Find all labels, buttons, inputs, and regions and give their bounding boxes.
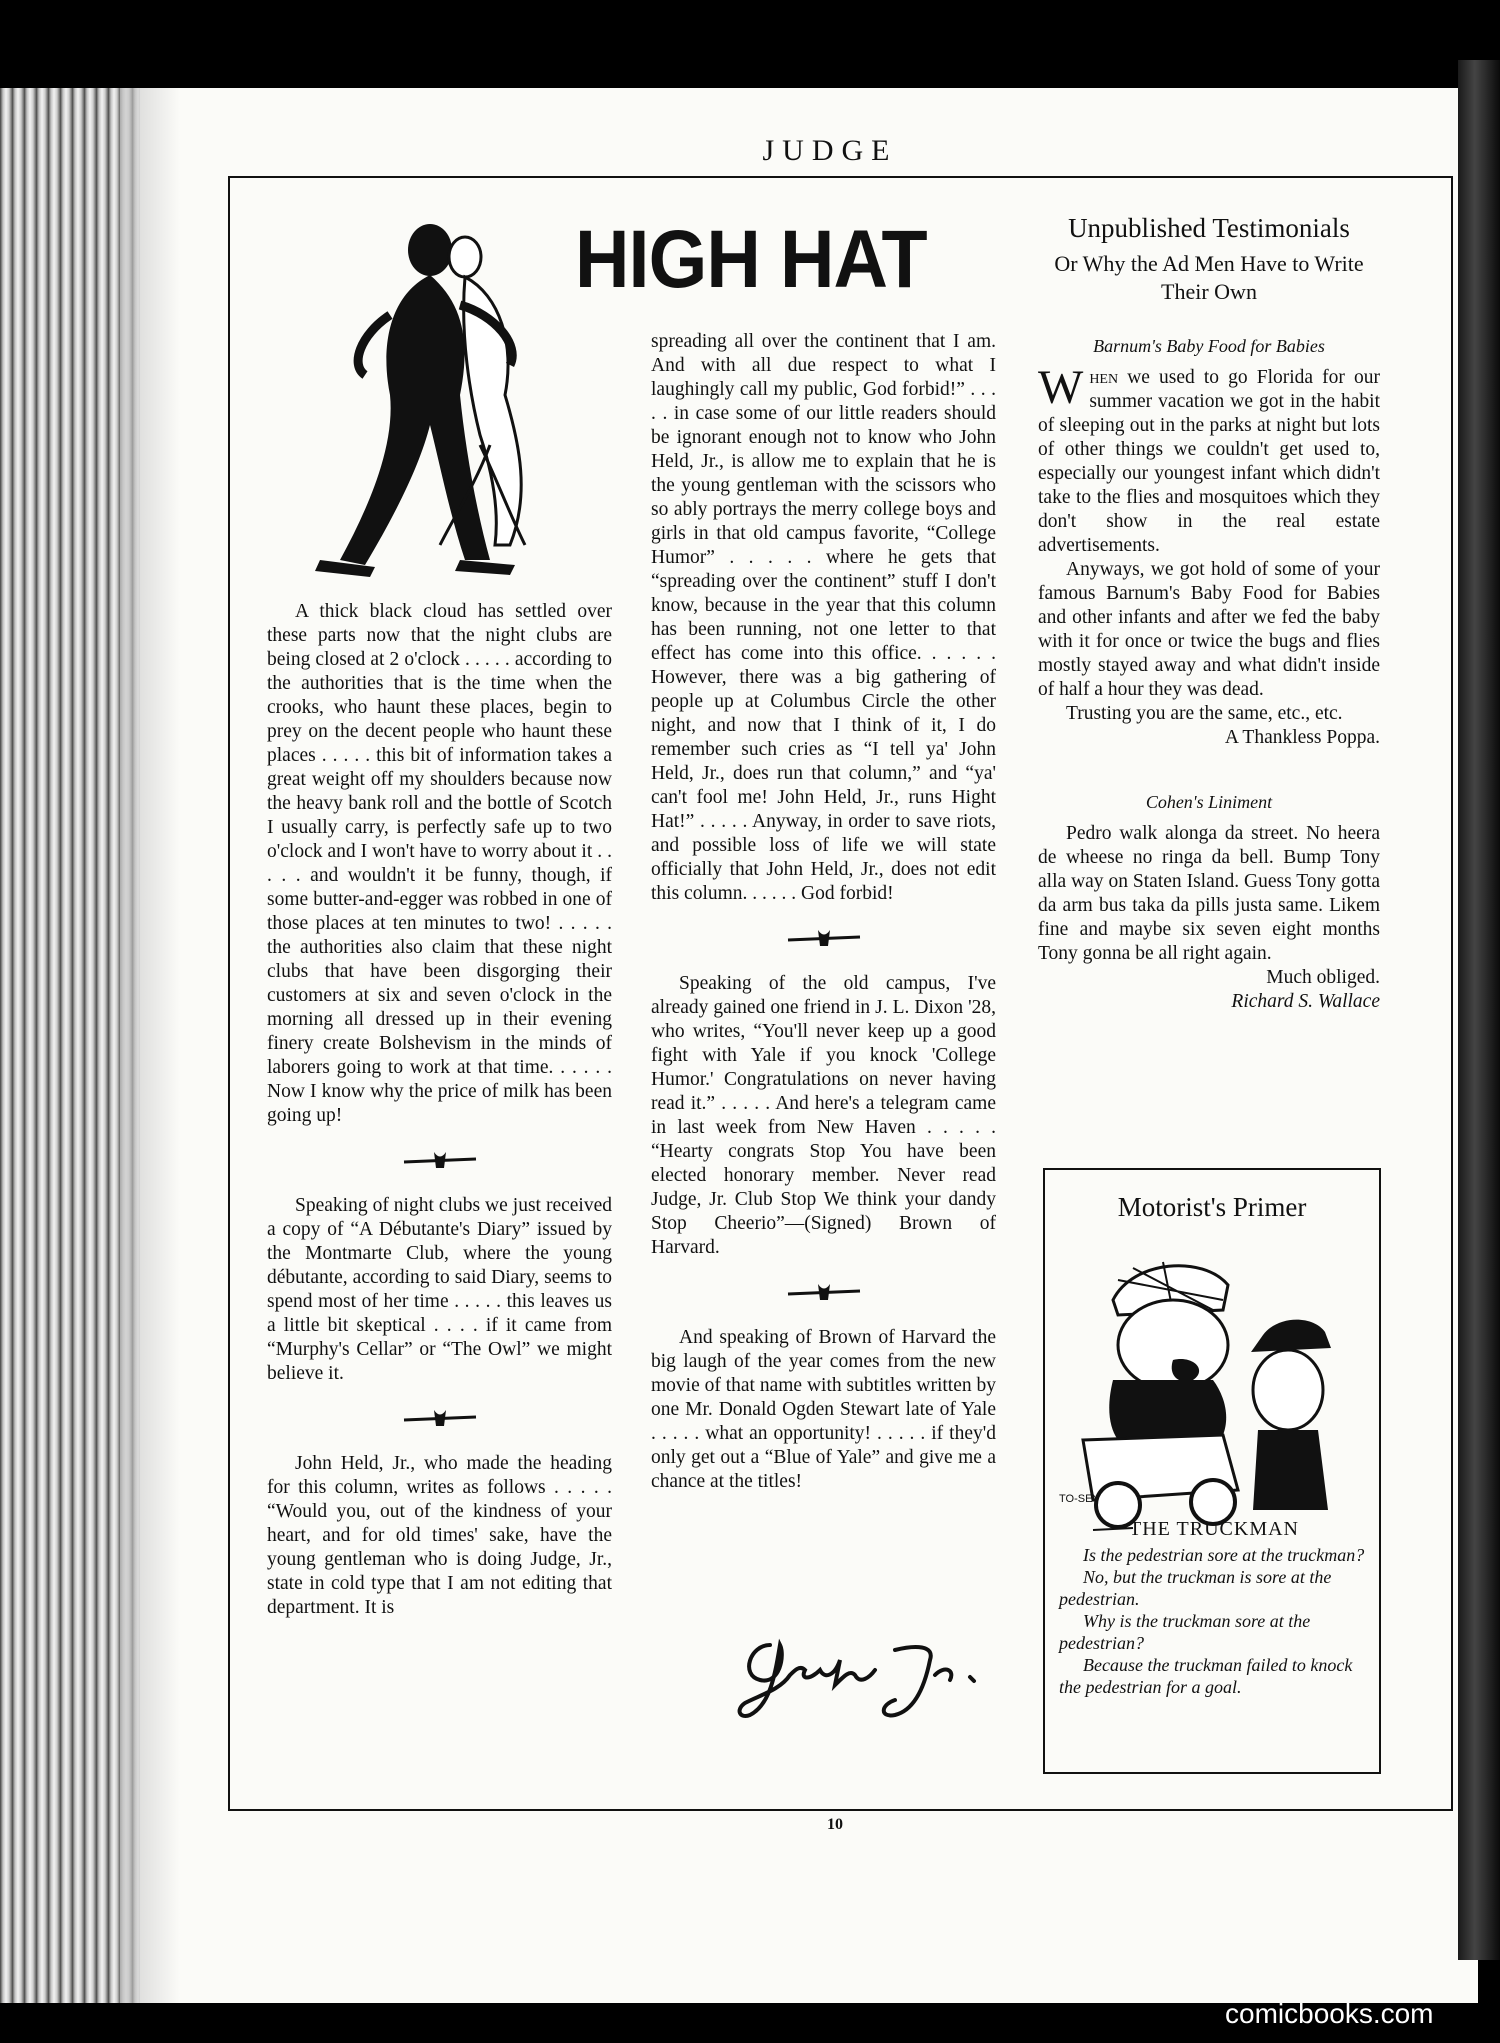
signoff: Much obliged. (1266, 967, 1380, 988)
caption-line: Why is the truckman sore at the pedestrian? (1059, 1611, 1311, 1653)
paragraph-text: we used to go Florida for our summer vacation we got in the habit of sleeping out in the parks at night but lots of other things we couldn't get used to, especially our youngest infant which didn't take to the flies and mosquitoes which they don't show in the real estate advertisements. (1038, 367, 1380, 556)
artist-credit: TO-SEY (1059, 1493, 1100, 1505)
paragraph: Speaking of the old campus, I've already gained one friend in J. L. Dixon '28, who writes, “You'll never keep up a good fight with Yale if you knock 'College Humor.' Congratulations on never having read it.” . . . . . And here's a telegram came in last week from New Haven . . . . . “Hearty congrats Stop You have been elected honorary member. Never read Judge, Jr. Club Stop We think your dandy Stop Cheerio”—(Signed) Brown of Harvard. (651, 973, 996, 1258)
book-binding (0, 88, 140, 2003)
drop-cap: W (1038, 361, 1084, 414)
small-caps-lead: hen (1089, 367, 1119, 388)
column-3 (1038, 212, 1380, 1014)
dancing-couple-illustration (280, 215, 600, 590)
caption-heading: THE TRUCKMAN (1129, 1518, 1299, 1540)
caption-line: No, but the truckman is sore at the pedestrian. (1059, 1567, 1332, 1609)
page-edge (1458, 60, 1500, 1960)
page-number: 10 (827, 1816, 843, 1833)
primer-caption (1059, 1493, 1369, 1698)
paragraph: Pedro walk alonga da street. No heera de wheese no ringa da bell. Bump Tony alla way on Staten Island. Guess Tony gotta da arm bus taka da pills justa same. Likem fine and maybe six seven eight months Tony gonna be all right again. (1038, 823, 1380, 964)
column-1 (267, 600, 612, 1620)
signoff: A Thankless Poppa. (1224, 727, 1380, 748)
paragraph: Trusting you are the same, etc., etc. (1066, 703, 1343, 724)
watermark: comicbooks.com (1225, 1998, 1434, 2029)
column-2 (651, 330, 996, 1494)
primer-title: Motorist's Primer (1117, 1192, 1307, 1222)
cane-divider-icon (400, 1148, 480, 1170)
paragraph: spreading all over the continent that I am. And with all due respect to what I laughingly call my public, God forbid!” . . . . . in case some of our little readers should be ignorant enough not to know who John Held, Jr., is allow me to explain that he is the young gentleman with the scissors who so ably portrays the merry college boys and girls in that old campus favorite, “College Humor” . . . . . where he gets that “spreading over the continent” stuff I don't know, because in the year that this column has been running, not one letter to that effect has come into this office. . . . . . However, there was a big gathering of people up at Columbus Circle the other night, and now that I think of it, I do remember such cries as “I tell ya' John Held, Jr., does run that column,” and “ya' can't fool me! John Held, Jr., runs Hight Hat!” . . . . . Anyway, in order to save riots, and possible loss of life we will state officially that John Held, Jr., does not edit this column. . . . . . God forbid! (651, 331, 996, 904)
section-title: Unpublished Testimonials (1068, 213, 1350, 243)
section-subtitle: Or Why the Ad Men Have to Write Their Own (1054, 251, 1364, 304)
cane-divider-icon (400, 1406, 480, 1428)
masthead: JUDGE (762, 134, 898, 167)
paragraph: Speaking of night clubs we just received a copy of “A Débutante's Diary” issued by the Montmarte Club, where the young débutante, according to said Diary, seems to spend most of her time . . . . . this leaves us a little bit skeptical . . . . if it came from “Murphy's Cellar” or “The Owl” we might believe it. (267, 1195, 612, 1384)
judge-jr-signature (730, 1615, 1010, 1725)
cane-divider-icon (784, 926, 864, 948)
paragraph: A thick black cloud has settled over these parts now that the night clubs are being closed at 2 o'clock . . . . . according to the authorities that is the time when the crooks, who haunt these places, begin to prey on the decent people who haunt these places . . . . . this bit of information takes a great weight off my shoulders because now the heavy bank roll and the bottle of Scotch I usually carry, is perfectly safe up to two o'clock and I won't have to worry about it . . . . . and wouldn't it be funny, though, if some butter-and-egger was robbed in one of those places at ten minutes to two! . . . . . the authorities also claim that these night clubs that have been disgorging their customers at six and seven o'clock in the morning all dressed up in their evening finery create Bolshevism in the minds of laborers going to work at that time. . . . . . Now I know why the price of milk has been going up! (267, 601, 612, 1126)
paragraph: And speaking of Brown of Harvard the big laugh of the year comes from the new movie of that name with subtitles written by one Mr. Donald Ogden Stewart late of Yale . . . . . what an opportunity! . . . . . if they'd only get out a “Blue of Yale” and give me a chance at the titles! (651, 1327, 996, 1492)
testimonial-title: Cohen's Liniment (1145, 792, 1273, 812)
testimonial-title: Barnum's Baby Food for Babies (1093, 336, 1325, 356)
caption-line: Is the pedestrian sore at the truckman? (1083, 1545, 1365, 1565)
paragraph: Anyways, we got hold of some of your famous Barnum's Baby Food for Babies and other infants and after we fed the baby with it for once or twice the bugs and flies mostly stayed away and what didn't inside of half a hour they was dead. (1038, 559, 1380, 700)
binding-shadow (120, 88, 180, 2003)
headline: HIGH HAT (575, 214, 927, 305)
author-name: Richard S. Wallace (1231, 991, 1380, 1012)
caption-line: Because the truckman failed to knock the pedestrian for a goal. (1059, 1655, 1353, 1697)
cane-divider-icon (784, 1280, 864, 1302)
paragraph (1038, 361, 1380, 558)
motorists-primer-box (1043, 1168, 1381, 1774)
paragraph: John Held, Jr., who made the heading for this column, writes as follows . . . . . “Would you, out of the kindness of your heart, and for old times' sake, have the young gentleman who is doing Judge, Jr., state in cold type that I am not editing that department. It is (267, 1453, 612, 1618)
